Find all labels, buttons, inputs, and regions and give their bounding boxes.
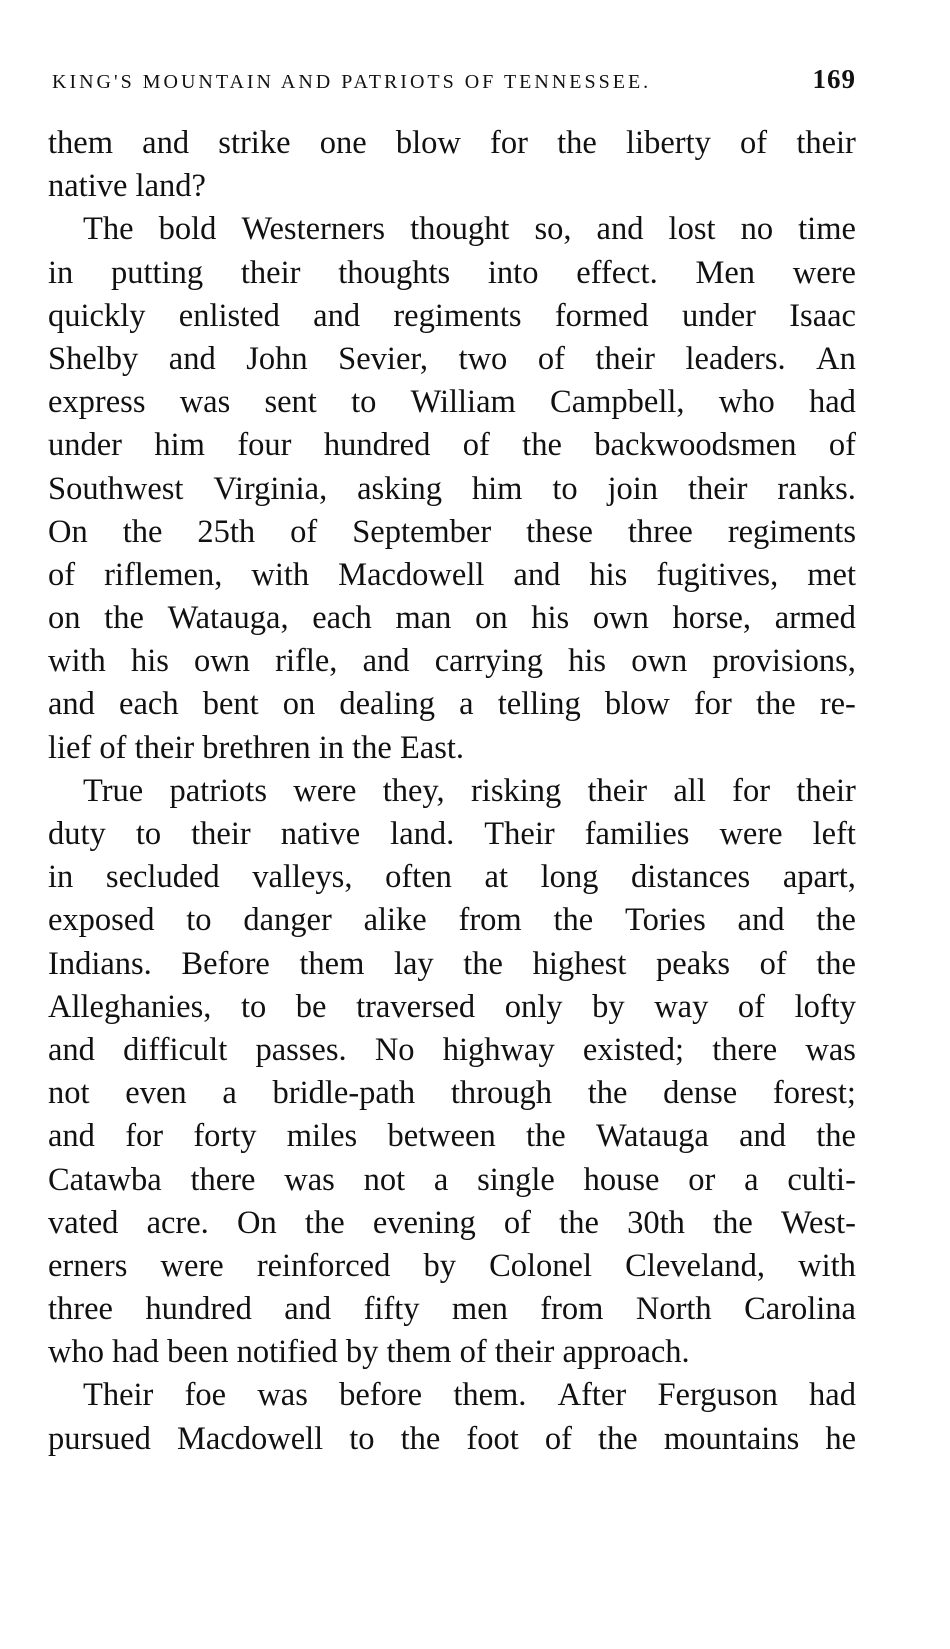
text-line: native land? [48,168,206,205]
text-line: and for forty miles between the Watauga and the [48,1118,856,1155]
text-line: quickly enlisted and regiments formed under Isaac [48,297,856,334]
paragraph [48,1374,856,1460]
paragraph [48,122,856,208]
text-line: and each bent on dealing a telling blow for the re- [48,686,856,723]
text-line: The bold Westerners thought so, and lost no time [83,211,856,248]
text-line: with his own rifle, and carrying his own provisions, [48,643,856,680]
text-line: on the Watauga, each man on his own horse, armed [48,600,856,637]
text-line: Alleghanies, to be traversed only by way of lofty [48,988,856,1025]
paragraph [48,208,856,769]
text-line: vated acre. On the evening of the 30th the West- [48,1204,856,1241]
text-line: lief of their brethren in the East. [48,729,465,766]
text-line: under him four hundred of the backwoodsmen of [48,427,856,464]
text-line: Catawba there was not a single house or a culti- [48,1161,856,1198]
text-line: True patriots were they, risking their all for their [83,772,856,809]
text-line: On the 25th of September these three regiments [48,513,856,550]
text-line: Southwest Virginia, asking him to join their ranks. [48,470,856,507]
text-line: erners were reinforced by Colonel Cleveland, with [48,1247,856,1284]
text-line: them and strike one blow for the liberty of their [48,125,856,161]
text-line: and difficult passes. No highway existed; there was [48,1031,856,1068]
text-line: who had been notified by them of their approach. [48,1334,690,1371]
running-head [48,64,856,122]
text-line: in putting their thoughts into effect. Men were [48,254,856,291]
text-line: duty to their native land. Their families were left [48,816,856,852]
text-line: not even a bridle-path through the dense forest; [48,1075,856,1112]
text-line: Indians. Before them lay the highest peaks of the [48,945,856,982]
page-number: 169 [812,64,856,94]
book-page [48,64,856,1624]
running-title: KING'S MOUNTAIN AND PATRIOTS OF TENNESSEE. [52,71,652,93]
text-line: Their foe was before them. After Ferguson had [83,1377,856,1414]
paragraph [48,770,856,1375]
text-line: pursued Macdowell to the foot of the mountains he [48,1420,856,1457]
text-line: of riflemen, with Macdowell and his fugitives, met [48,556,856,593]
text-line: in secluded valleys, often at long distances apart, [48,859,856,896]
text-line: exposed to danger alike from the Tories and the [48,902,856,939]
body-text [48,122,856,1461]
text-line: Shelby and John Sevier, two of their leaders. An [48,340,856,377]
text-line: three hundred and fifty men from North Carolina [48,1291,856,1328]
text-line: express was sent to William Campbell, who had [48,384,856,421]
